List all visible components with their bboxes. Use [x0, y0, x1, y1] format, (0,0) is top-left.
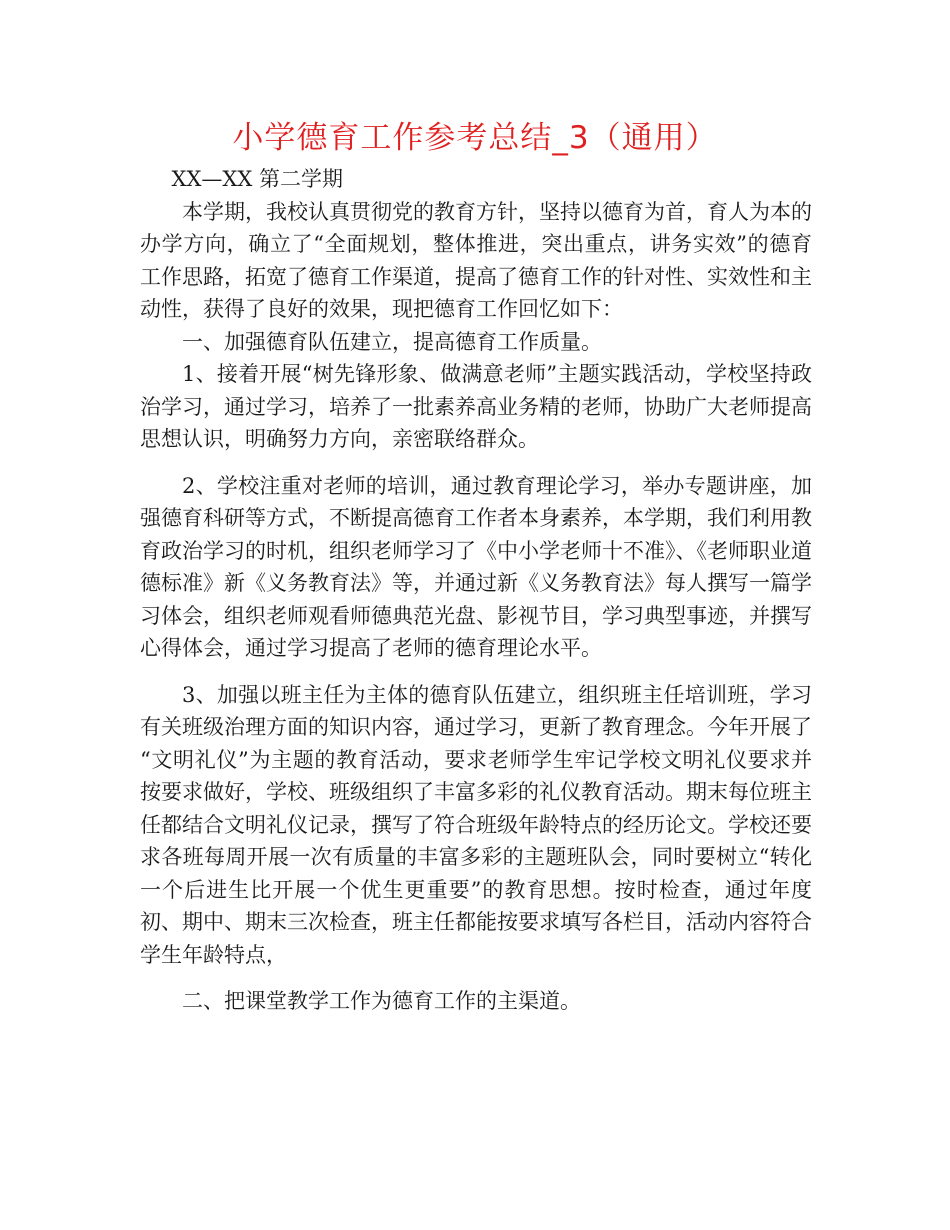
- section-heading-1: 一、加强德育队伍建立，提高德育工作质量。: [182, 329, 602, 354]
- document-title: 小学德育工作参考总结_3（通用）: [232, 120, 718, 156]
- paragraph-item-3: 3、加强以班主任为主体的德育队伍建立，组织班主任培训班，学习有关班级治理方面的知识内容，通过学习，更新了教育理念。今年开展了 “文明礼仪”为主题的教育活动，要求老师学生牢记学校文明礼仪要求并按要求做好，学校、班级组织了丰富多彩的礼仪教育活动。期末每位班主任都结合文明礼仪记录，撰写了符合班级年龄特点的经历论文。学校还要求各班每周开展一次有质量的丰富多彩的主题班队会，同时要树立“转化一个后进生比开展一个优生更重要”的教育思想。按时检查，通过年度初、期中、期末三次检查，班主任都能按要求填写各栏目，活动内容符合学生年龄特点，: [140, 682, 812, 967]
- document-body: [140, 163, 812, 1018]
- paragraph-intro: 本学期，我校认真贯彻党的教育方针，坚持以德育为首，育人为本的办学方向，确立了“全面规划，整体推进，突出重点，讲务实效”的德育工作思路，拓宽了德育工作渠道，提高了德育工作的针对性、实效性和主动性，获得了良好的效果，现把德育工作回忆如下：: [140, 199, 812, 321]
- section-heading-2: 二、把课堂教学工作为德育工作的主渠道。: [182, 989, 581, 1013]
- semester-line: XX—XX 第二学期: [171, 167, 343, 191]
- paragraph-item-2: 2、学校注重对老师的培训，通过教育理论学习，举办专题讲座，加强德育科研等方式，不断提高德育工作者本身素养，本学期，我们利用教育政治学习的时机，组织老师学习了《中小学老师十不准》、《老师职业道德标准》新《义务教育法》等，并通过新《义务教育法》每人撰写一篇学习体会，组织老师观看师德典范光盘、影视节目，学习典型事迹，并撰写心得体会，通过学习提高了老师的德育理论水平。: [140, 473, 812, 660]
- paragraph-item-1: 1、接着开展“树先锋形象、做满意老师”主题实践活动，学校坚持政治学习，通过学习，培养了一批素养高业务精的老师，协助广大老师提高思想认识，明确努力方向，亲密联络群众。: [140, 362, 812, 451]
